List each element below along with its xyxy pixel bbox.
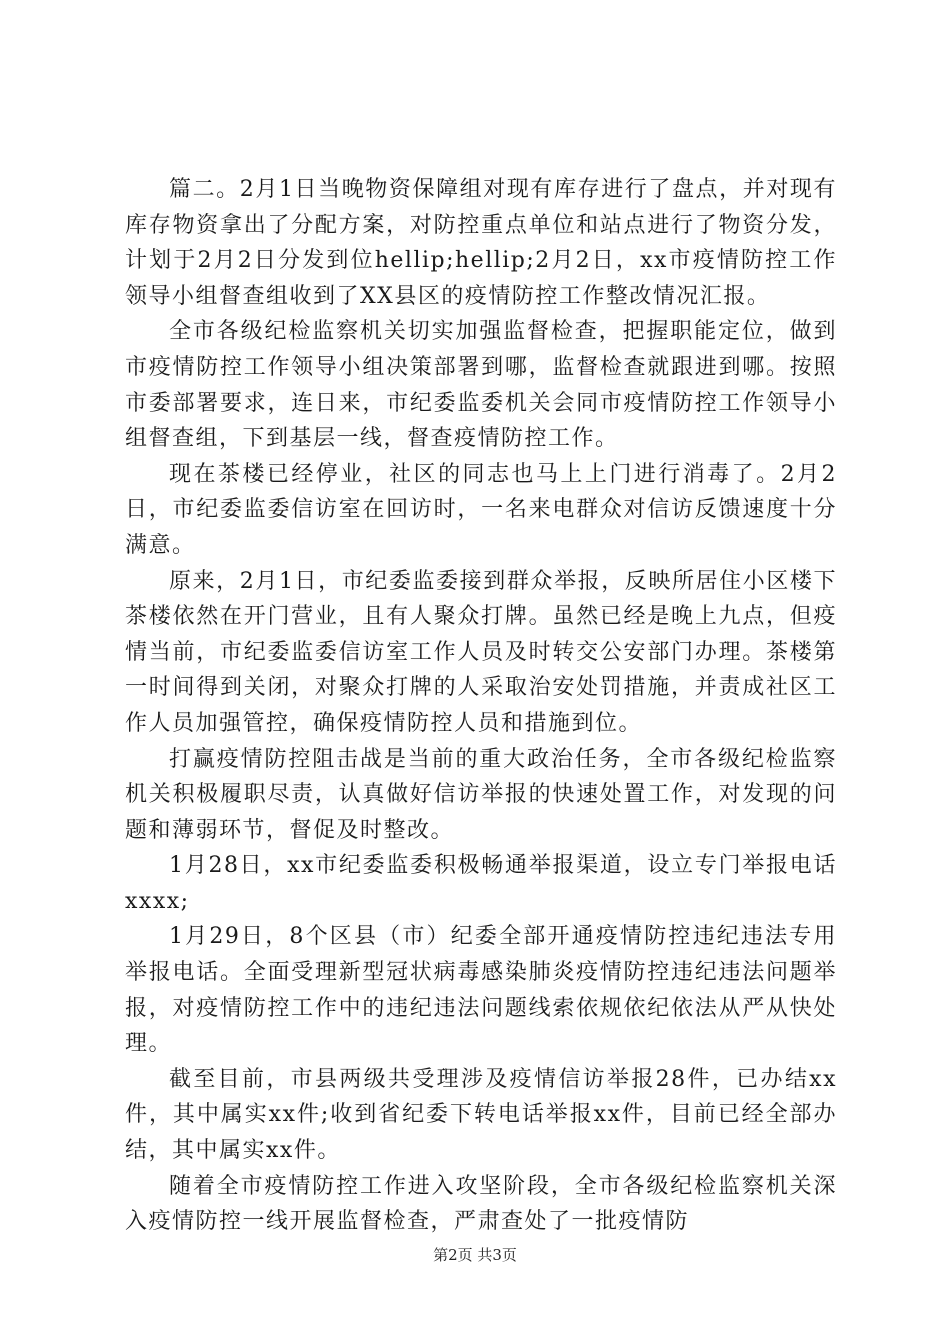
- paragraph: 1月28日，xx市纪委监委积极畅通举报渠道，设立专门举报电话xxxx;: [125, 853, 837, 914]
- paragraph: 打赢疫情防控阻击战是当前的重大政治任务，全市各级纪检监察机关积极履职尽责，认真做好信访举报的快速处置工作，对发现的问题和薄弱环节，督促及时整改。: [125, 746, 837, 843]
- paragraph: 截至目前，市县两级共受理涉及疫情信访举报28件，已办结xx件，其中属实xx件;收到省纪委下转电话举报xx件，目前已经全部办结，其中属实xx件。: [125, 1066, 837, 1164]
- paragraph: 随着全市疫情防控工作进入攻坚阶段，全市各级纪检监察机关深入疫情防控一线开展监督检查，严肃查处了一批疫情防: [125, 1173, 837, 1235]
- paragraph: 全市各级纪检监察机关切实加强监督检查，把握职能定位，做到市疫情防控工作领导小组决策部署到哪，监督检查就跟进到哪。按照市委部署要求，连日来，市纪委监委机关会同市疫情防控工作领导小组督查组，下到基层一线，督查疫情防控工作。: [125, 319, 837, 452]
- page-number-footer: 第2页 共3页: [433, 1246, 517, 1264]
- paragraph: 篇二。2月1日当晚物资保障组对现有库存进行了盘点，并对现有库存物资拿出了分配方案，对防控重点单位和站点进行了物资分发，计划于2月2日分发到位hellip;hellip;2月2日，xx市疫情防控工作领导小组督查组收到了XX县区的疫情防控工作整改情况汇报。: [125, 177, 837, 309]
- paragraph: 原来，2月1日，市纪委监委接到群众举报，反映所居住小区楼下茶楼依然在开门营业，且有人聚众打牌。虽然已经是晚上九点，但疫情当前，市纪委监委信访室工作人员及时转交公安部门办理。茶楼第一时间得到关闭，对聚众打牌的人采取治安处罚措施，并责成社区工作人员加强管控，确保疫情防控人员和措施到位。: [125, 568, 837, 736]
- paragraph: 1月29日，8个区县（市）纪委全部开通疫情防控违纪违法专用举报电话。全面受理新型冠状病毒感染肺炎疫情防控违纪违法问题举报，对疫情防控工作中的违纪违法问题线索依规依纪依法从严从快处理。: [125, 924, 837, 1057]
- document-body: [125, 172, 837, 1240]
- paragraph: 现在茶楼已经停业，社区的同志也马上上门进行消毒了。2月2日，市纪委监委信访室在回访时，一名来电群众对信访反馈速度十分满意。: [125, 461, 837, 558]
